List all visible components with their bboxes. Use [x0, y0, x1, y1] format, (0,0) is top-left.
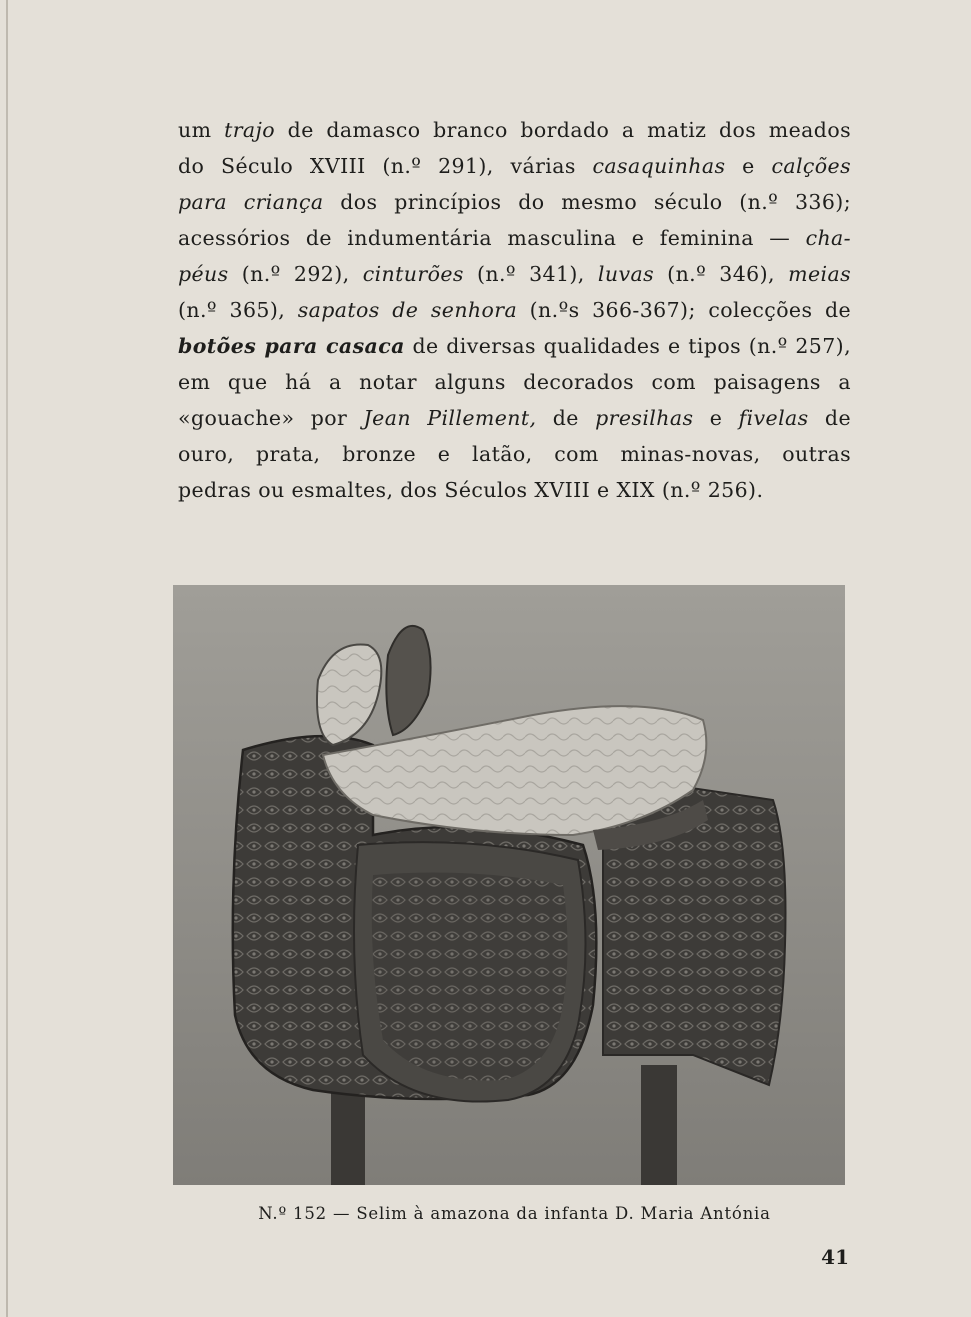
text-segment: um: [178, 118, 225, 142]
text-segment: (n.º 341),: [463, 262, 598, 286]
text-segment: ouro, prata, bronze e latão, com minas-novas, outras: [178, 442, 851, 466]
text-segment: e: [693, 406, 739, 430]
text-segment: meias: [788, 262, 851, 286]
text-line: [178, 400, 851, 436]
page-gutter-edge: [6, 0, 8, 1317]
text-line: [178, 472, 851, 508]
text-line: [178, 148, 851, 184]
text-segment: casaquinhas: [592, 154, 726, 178]
text-segment: (n.º 346),: [654, 262, 789, 286]
text-segment: do Século XVIII (n.º 291), várias: [178, 154, 593, 178]
text-segment: dos princípios do mesmo século (n.º 336);: [323, 190, 851, 214]
text-segment: (n.º 292),: [228, 262, 363, 286]
text-segment: (n.º 365),: [178, 298, 298, 322]
text-line: [178, 184, 851, 220]
text-line: [178, 364, 851, 400]
text-segment: cha-: [805, 226, 851, 250]
text-segment: Jean Pillement,: [363, 406, 537, 430]
text-segment: de damasco branco bordado a matiz dos meados: [275, 118, 851, 142]
text-segment: botões para casaca: [178, 334, 405, 358]
text-segment: péus: [178, 262, 229, 286]
text-line: [178, 220, 851, 256]
text-segment: fivelas: [738, 406, 809, 430]
text-segment: em que há a notar alguns decorados com paisagens a: [178, 370, 851, 394]
text-segment: trajo: [224, 118, 276, 142]
text-segment: (n.ºs 366-367); colecções de: [517, 298, 851, 322]
text-segment: pedras ou esmaltes, dos Séculos XVIII e XIX (n.º 256).: [178, 478, 764, 502]
text-segment: calções: [771, 154, 851, 178]
figure-caption: N.º 152 — Selim à amazona da infanta D. Maria Antónia: [258, 1204, 771, 1223]
text-segment: «gouache» por: [178, 406, 364, 430]
text-segment: luvas: [597, 262, 654, 286]
text-line: [178, 436, 851, 472]
saddle-illustration: [173, 585, 845, 1185]
text-segment: e: [725, 154, 772, 178]
body-paragraph: [178, 112, 851, 508]
text-segment: de diversas qualidades e tipos (n.º 257),: [404, 334, 851, 358]
text-segment: presilhas: [595, 406, 694, 430]
text-segment: sapatos de senhora: [297, 298, 518, 322]
text-segment: acessórios de indumentária masculina e feminina —: [178, 226, 806, 250]
text-line: [178, 256, 851, 292]
text-line: [178, 292, 851, 328]
text-line: [178, 112, 851, 148]
page-number: 41: [821, 1245, 849, 1269]
text-segment: de: [536, 406, 596, 430]
text-line: [178, 328, 851, 364]
text-segment: para criança: [178, 190, 324, 214]
text-segment: cinturões: [362, 262, 464, 286]
saddle-photo: [173, 585, 845, 1185]
text-segment: de: [808, 406, 851, 430]
